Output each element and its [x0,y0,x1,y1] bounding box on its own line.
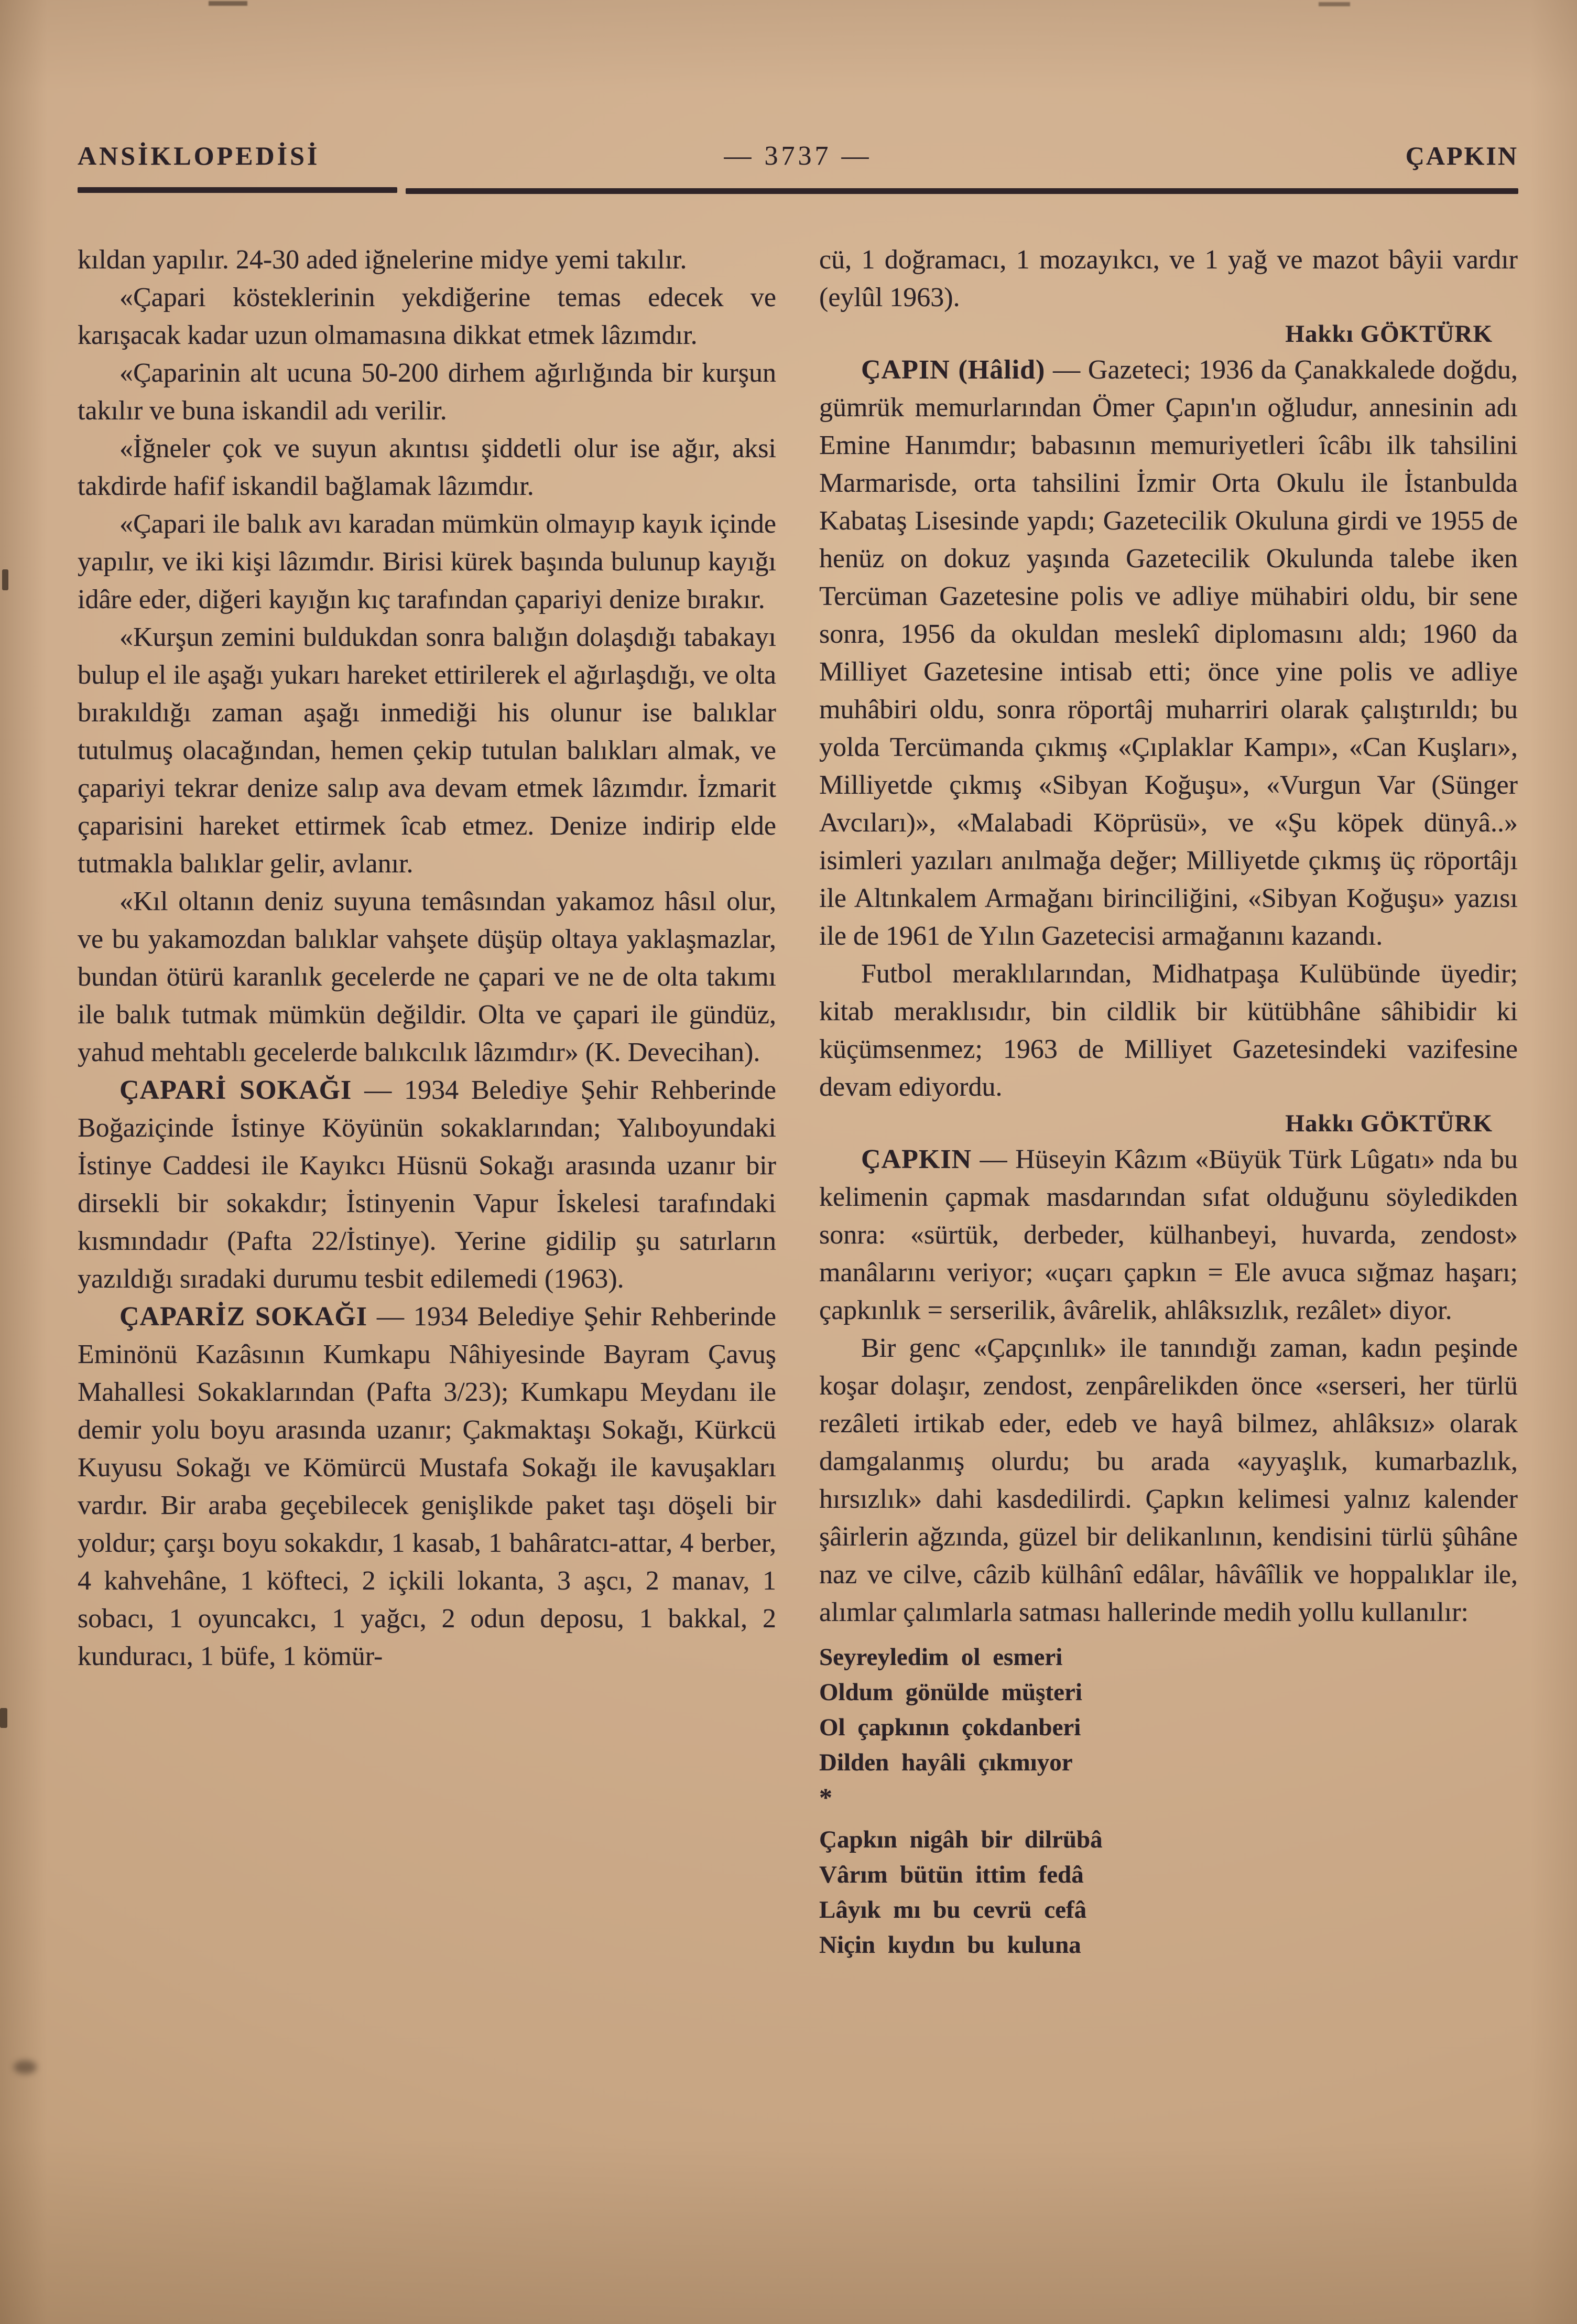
poem-line: Oldum gönülde müşteri [819,1679,1082,1706]
paragraph-text: Bir genc «Çapçınlık» ile tanındığı zaman, kadın peşinde koşar dolaşır, zendost, zenpârelikden önce «serseri, her türlü rezâleti irtikab eder, edeb ve hayâ bilmez, ahlâksız» olarak damgalanmış olurdu; bu arada «ayyaşlık, kumarbazlık, hırsızlık» dahi kasdedilirdi. Çapkın kelimesi yalnız kalender şâirlerin ağzında, güzel bir delikanlının, kendisini türlü şûhâne naz ve cilve, câzib külhânî edâlar, hâvâîlik ve hoppalıklar ile, alımlar çalımlarla satması hallerinde medih yollu kullanılır: [819,1333,1518,1627]
scan-speck [14,2060,37,2074]
entry-paragraph [78,1072,776,1298]
header-rule [78,187,1518,193]
header-right-title: ÇAPKIN [1405,141,1518,170]
entry-title: ÇAPKIN [861,1144,972,1174]
rule-segment-left [78,187,397,193]
paragraph-text: «Çapari kösteklerinin yekdiğerine temas edecek ve karışacak kadar uzun olmamasına dikkat etmek lâzımdır. [78,283,776,350]
poem-line: Dilden hayâli çıkmıyor [819,1749,1073,1776]
scan-speck [2,569,8,590]
paragraph [819,1329,1518,1631]
paragraph [819,955,1518,1106]
paragraph-text: «Çapari ile balık avı karadan mümkün olmayıp kayık içinde yapılır, ve iki kişi lâzımdır. Birisi kürek başında bulunup kayığı idâre eder, diğeri kayığın kıç tarafından çapariyi denize bırakır. [78,509,776,614]
scan-speck [209,1,247,6]
paragraph [78,354,776,430]
paragraph-text: cü, 1 doğramacı, 1 mozayıkcı, ve 1 yağ ve mazot bâyii vardır (eylûl 1963). [819,245,1518,312]
entry-title: ÇAPARİ SOKAĞI [119,1075,352,1105]
paragraph [78,619,776,883]
page-header [78,140,1518,171]
scan-speck [1319,2,1350,6]
entry-title: ÇAPIN (Hâlid) [861,355,1046,385]
paragraph-text: kıldan yapılır. 24-30 aded iğnelerine midye yemi takılır. [78,245,687,275]
poem-line: Lâyık mı bu cevrü cefâ [819,1896,1087,1923]
paragraph-text: «Kurşun zemini buldukdan sonra balığın dolaşdığı tabakayı bulup el ile aşağı yukarı hareket ettirilerek el ağırlaşdığı, ve olta bırakıldığı zaman aşağı inmediği his olunur ise balıklar tutulmuş olacağından, hemen çekip tutulan balıkları almak, ve çapariyi tekrar denize salıp ava devam etmek lâzımdır. İzmarit çaparisini hareket ettirmek îcab etmez. Denize indirip elde tutmakla balıklar gelir, avlanır. [78,622,776,879]
poem-line: Ol çapkının çokdanberi [819,1714,1081,1741]
scan-speck [0,1708,7,1728]
paragraph [78,241,776,279]
paragraph-text: «İğneler çok ve suyun akıntısı şiddetli olur ise ağır, aksi takdirde hafif iskandil bağlamak lâzımdır. [78,434,776,501]
header-left-title: ANSİKLOPEDİSİ [78,141,320,170]
poem-line: Niçin kıydın bu kuluna [819,1931,1081,1959]
rule-segment-right [406,188,1518,194]
left-column [78,241,776,1963]
paragraph-text: «Çaparinin alt ucuna 50-200 dirhem ağırlığında bir kurşun takılır ve buna iskandil adı verilir. [78,358,776,426]
right-column [819,241,1518,1963]
paragraph-text: — 1934 Belediye Şehir Rehberinde Boğaziçinde İstinye Köyünün sokaklarından; Yalıboyundaki İstinye Caddesi ile Kayıkcı Hüsnü Sokağı arasında uzanır bir dirsekli bir sokakdır; İstinyenin Vapur İskelesi tarafındaki kısmındadır (Pafta 22/İstinye). Yerine gidilip şu satırların yazıldığı sıradaki durumu tesbit edilemedi (1963). [78,1075,776,1294]
entry-paragraph [78,1298,776,1676]
paragraph-text: «Kıl oltanın deniz suyuna temâsından yakamoz hâsıl olur, ve bu yakamozdan balıklar vahşete düşüp oltaya yaklaşmazlar, bundan ötürü karanlık gecelerde ne çapari ve ne de olta takımı ile balık tutmak mümkün değildir. Olta ve çapari ile gündüz, yahud mehtablı gecelerde balıkcılık lâzımdır» (K. Devecihan). [78,887,776,1067]
author-signature: Hakkı GÖKTÜRK [1285,1110,1493,1137]
poem-line: Vârım bütün ittim fedâ [819,1861,1084,1888]
poem-line: Seyreyledim ol esmeri [819,1644,1063,1671]
paragraph [78,430,776,505]
entry-paragraph [819,1141,1518,1329]
author-signature: Hakkı GÖKTÜRK [1285,320,1493,348]
paragraph-text: — Gazeteci; 1936 da Çanakkalede doğdu, gümrük memurlarından Ömer Çapın'ın oğludur, annesinin adı Emine Hanımdır; babasının memuriyetleri îcâbı ilk tahsilini Marmarisde, orta tahsilini İzmir Orta Okulu ile İstanbulda Kabataş Lisesinde yapdı; Gazetecilik Okuluna girdi ve 1955 de henüz on dokuz yaşında Gazetecilik Okulunda talebe iken Tercüman Gazetesine polis ve adliye mühabiri oldu, bir sene sonra, 1956 da okuldan meslekî diplomasını aldı; 1960 da Milliyet Gazetesine intisab etti; önce yine polis ve adliye muhâbiri oldu, sonra röportâj muharriri olarak çalıştırıldı; bu yolda Tercümanda çıkmış «Çıplaklar Kampı», «Can Kuşları», Milliyetde çıkmış «Sibyan Koğuşu», «Vurgun Var (Sünger Avcıları)», «Malabadi Köprüsü», ve «Şu köpek dünyâ..» isimleri yazıları anılmağa değer; Milliyetde çıkmış üç röportâjı ile Altınkalem Armağanı birinciliğini, «Sibyan Koğuşu» yazısı ile de 1961 de Yılın Gazetecisi armağanını kazandı. [819,355,1518,951]
page-content [78,140,1518,1963]
paragraph [78,279,776,354]
paragraph-text: — 1934 Belediye Şehir Rehberinde Eminönü Kazâsının Kumkapu Nâhiyesinde Bayram Çavuş Mahallesi Sokaklarından (Pafta 3/23); Kumkapu Meydanı ile demir yolu boyu arasında uzanır; Çakmaktaşı Sokağı, Kürkcü Kuyusu Sokağı ve Kömürcü Mustafa Sokağı ile kavuşakları vardır. Bir araba geçebilecek genişlikde paket taşı döşeli bir yoldur; çarşı boyu sokakdır, 1 kasab, 1 bahâratcı-attar, 4 berber, 4 kahvehâne, 1 köfteci, 2 içkili lokanta, 3 aşcı, 2 manav, 1 sobacı, 1 oyuncakcı, 1 yağcı, 2 odun deposu, 1 bakkal, 2 kunduracı, 1 büfe, 1 kömür- [78,1302,776,1671]
poem-line: Çapkın nigâh bir dilrübâ [819,1826,1103,1853]
entry-paragraph [819,351,1518,955]
paragraph-text: — Hüseyin Kâzım «Büyük Türk Lûgatı» nda bu kelimenin çapmak masdarından sıfat olduğunu söyledikden sonra: «sürtük, derbeder, külhanbeyi, huvarda, zendost» manâlarını veriyor; «uçarı çapkın = Ele avuca sığmaz haşarı; çapkınlık = serserilik, âvârelik, ahlâksızlık, rezâlet» diyor. [819,1144,1518,1325]
paragraph-text: Futbol meraklılarından, Midhatpaşa Kulübünde üyedir; kitab meraklısıdır, bin cildlik bir kütübhâne sâhibidir ki küçümsenmez; 1963 de Milliyet Gazetesindeki vazifesine devam ediyordu. [819,959,1518,1102]
header-page-number: — 3737 — [724,141,872,171]
paragraph [78,883,776,1072]
paragraph [78,505,776,619]
entry-title: ÇAPARİZ SOKAĞI [119,1302,368,1332]
poem-separator: * [819,1782,832,1812]
paragraph [819,241,1518,317]
text-columns [78,241,1518,1963]
